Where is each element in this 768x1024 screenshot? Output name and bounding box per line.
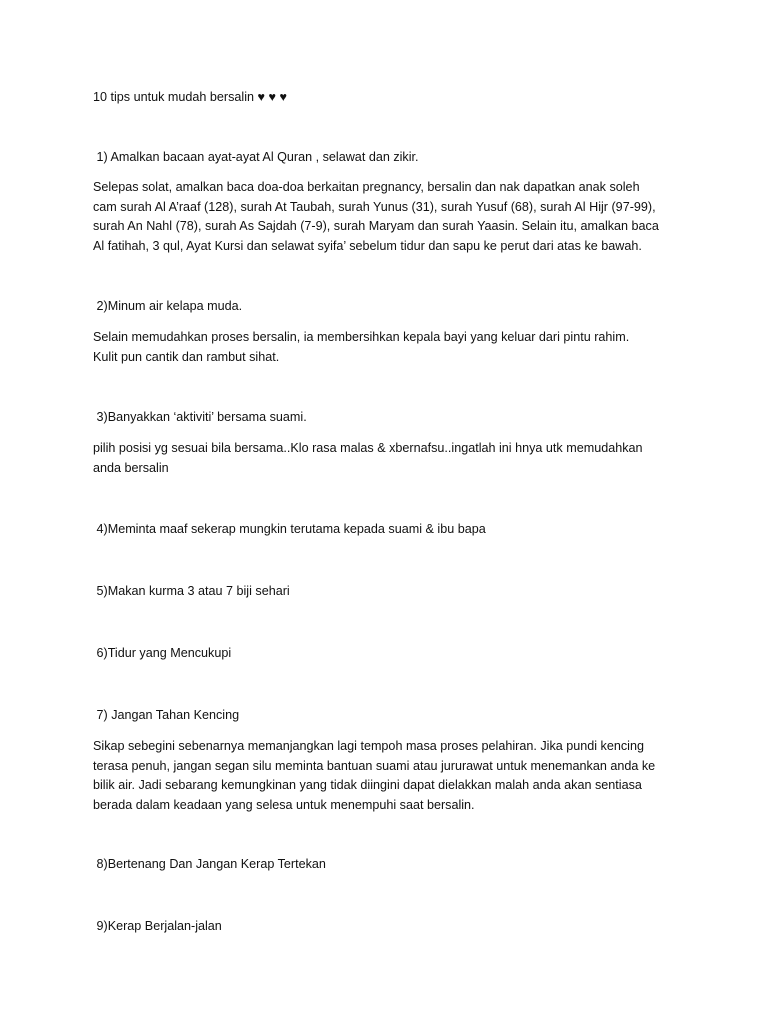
- tip-3-body: pilih posisi yg sesuai bila bersama..Klo rasa malas & xbernafsu..ingatlah ini hnya utk memudahkan anda bersalin: [93, 441, 643, 475]
- tip-8-heading: 8)Bertenang Dan Jangan Kerap Tertekan: [93, 857, 326, 871]
- document-title: 10 tips untuk mudah bersalin ♥ ♥ ♥: [93, 90, 287, 104]
- tip-5-heading: 5)Makan kurma 3 atau 7 biji sehari: [93, 584, 290, 598]
- tip-6-heading: 6)Tidur yang Mencukupi: [93, 646, 232, 660]
- tip-2-body: Selain memudahkan proses bersalin, ia membersihkan kepala bayi yang keluar dari pintu rahim. Kulit pun cantik dan rambut sihat.: [93, 330, 630, 364]
- tip-2-heading: 2)Minum air kelapa muda.: [93, 299, 243, 313]
- tip-9-heading: 9)Kerap Berjalan-jalan: [93, 919, 222, 933]
- tip-1-heading: 1) Amalkan bacaan ayat-ayat Al Quran , selawat dan zikir.: [93, 150, 419, 164]
- tip-1-body: Selepas solat, amalkan baca doa-doa berkaitan pregnancy, bersalin dan nak dapatkan anak soleh cam surah Al A’raaf (128), surah At Taubah, surah Yunus (31), surah Yusuf (68), surah Al Hijr (97-99), surah An Nahl (78), surah As Sajdah (7-9), surah Maryam dan surah Yaasin. Selain itu, amalkan baca Al fatihah, 3 qul, Ayat Kursi dan selawat syifa’ sebelum tidur dan sapu ke perut dari atas ke bawah.: [93, 180, 659, 253]
- tip-7-body: Sikap sebegini sebenarnya memanjangkan lagi tempoh masa proses pelahiran. Jika pundi kencing terasa penuh, jangan segan silu meminta bantuan suami atau jururawat untuk menemankan anda ke bilik air. Jadi sebarang kemungkinan yang tidak diingini dapat dielakkan malah anda akan sentiasa berada dalam keadaan yang selesa untuk menempuhi saat bersalin.: [93, 739, 656, 812]
- tip-4-heading: 4)Meminta maaf sekerap mungkin terutama kepada suami & ibu bapa: [93, 522, 486, 536]
- tip-3-heading: 3)Banyakkan ‘aktiviti’ bersama suami.: [93, 410, 307, 424]
- tip-7-heading: 7) Jangan Tahan Kencing: [93, 708, 240, 722]
